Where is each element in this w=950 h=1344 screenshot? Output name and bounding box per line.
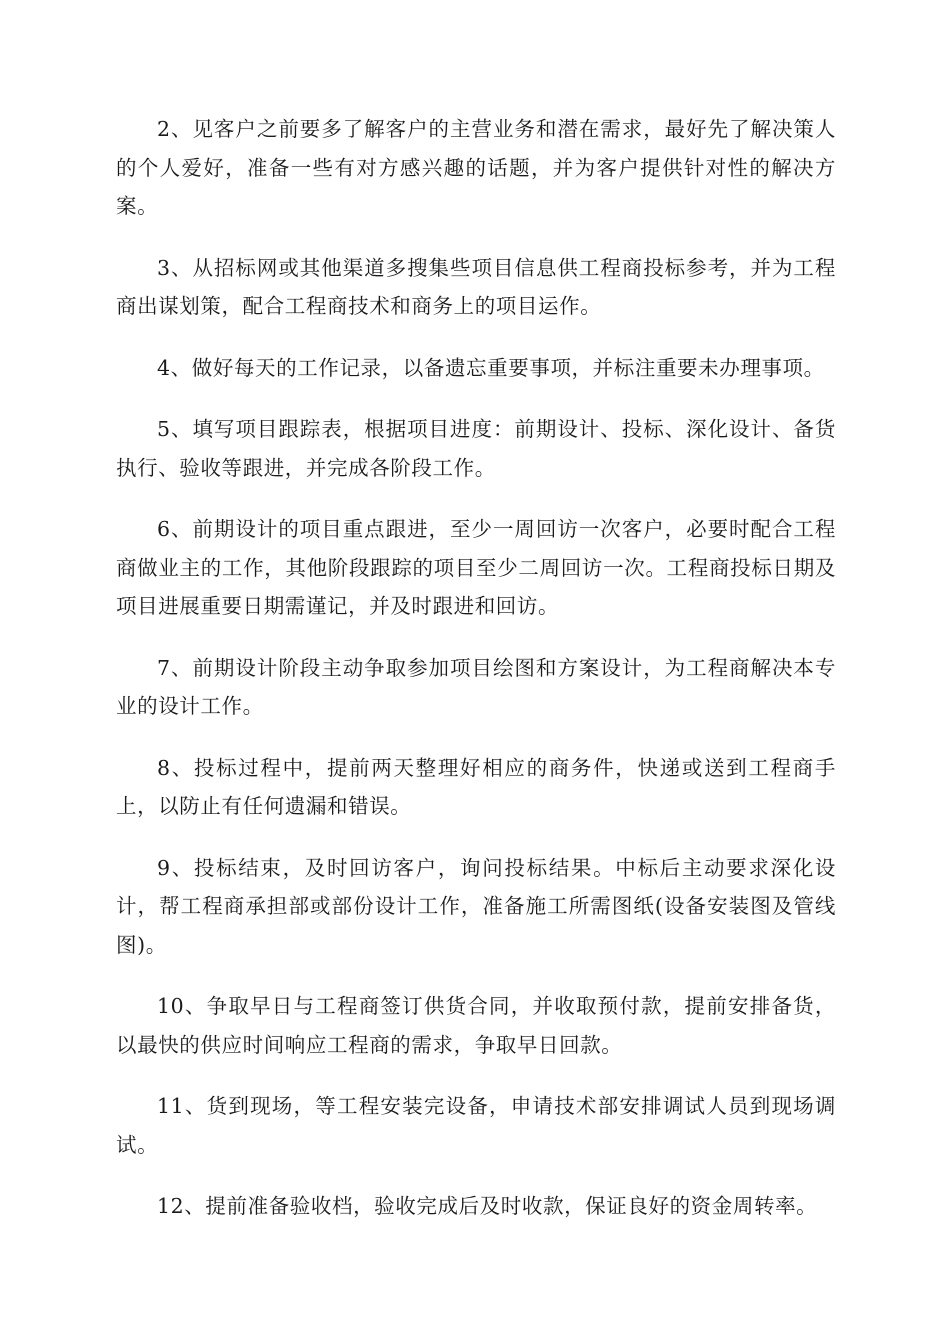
paragraph-12: 12、提前准备验收档，验收完成后及时收款，保证良好的资金周转率。 (157, 1194, 818, 1218)
paragraph-5: 5、填写项目跟踪表，根据项目进度：前期设计、投标、深化设计、备货执行、验收等跟进，并完成各阶段工作。 (116, 417, 836, 480)
paragraph-3: 3、从招标网或其他渠道多搜集些项目信息供工程商投标参考，并为工程商出谋划策，配合工程商技术和商务上的项目运作。 (116, 255, 836, 318)
paragraph-8: 8、投标过程中，提前两天整理好相应的商务件，快递或送到工程商手上，以防止有任何遗漏和错误。 (116, 755, 836, 818)
paragraph-7: 7、前期设计阶段主动争取参加项目绘图和方案设计，为工程商解决本专业的设计工作。 (116, 655, 836, 718)
paragraph-11: 11、货到现场，等工程安装完设备，申请技术部安排调试人员到现场调试。 (116, 1094, 836, 1157)
paragraph-10: 10、争取早日与工程商签订供货合同，并收取预付款，提前安排备货，以最快的供应时间响应工程商的需求，争取早日回款。 (116, 994, 836, 1057)
paragraph-6: 6、前期设计的项目重点跟进，至少一周回访一次客户，必要时配合工程商做业主的工作，其他阶段跟踪的项目至少二周回访一次。工程商投标日期及项目进展重要日期需谨记，并及时跟进和回访。 (116, 517, 836, 618)
paragraph-4: 4、做好每天的工作记录，以备遗忘重要事项，并标注重要未办理事项。 (157, 355, 825, 380)
document-body (116, 110, 836, 1249)
paragraph-2: 2、见客户之前要多了解客户的主营业务和潜在需求，最好先了解决策人的个人爱好，准备一些有对方感兴趣的话题，并为客户提供针对性的解决方案。 (116, 117, 836, 218)
paragraph-9: 9、投标结束，及时回访客户，询问投标结果。中标后主动要求深化设计，帮工程商承担部或部份设计工作，准备施工所需图纸(设备安装图及管线图)。 (116, 855, 836, 957)
